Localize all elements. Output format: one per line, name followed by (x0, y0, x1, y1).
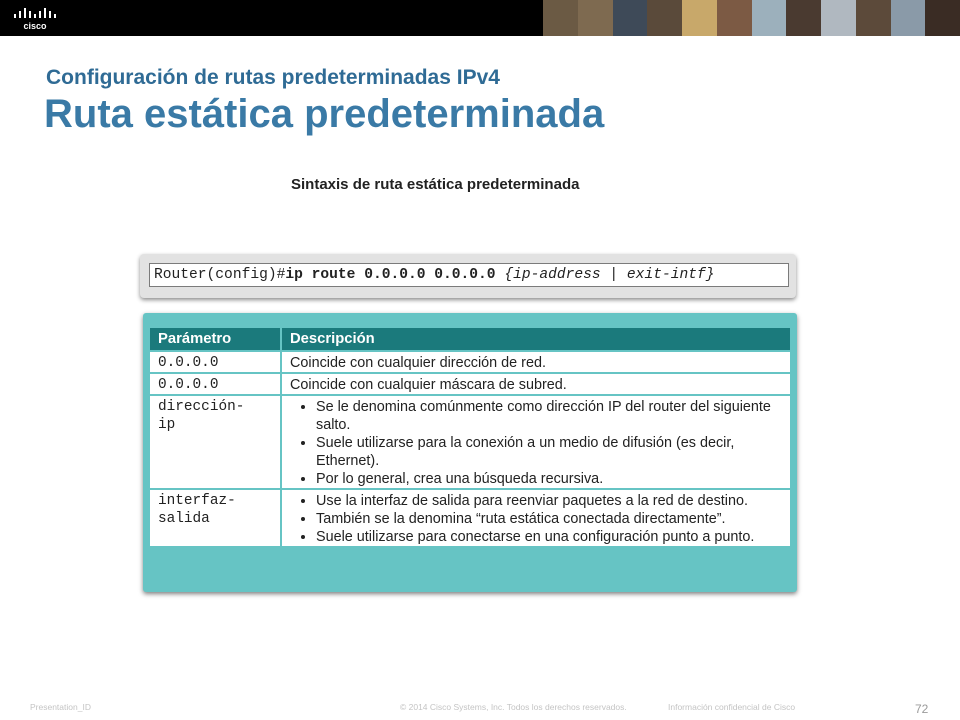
parameter-line: salida (158, 511, 210, 527)
table-row (149, 395, 791, 489)
bullet-item: • Suele utilizarse para la conexión a un medio de difusión (es decir, Ethernet). (316, 434, 782, 470)
header-photo (578, 0, 613, 36)
parameter-table-frame (143, 313, 797, 592)
header-photo-strip (543, 0, 960, 36)
description-bullets (290, 492, 782, 546)
bullet-item: • Suele utilizarse para conectarse en una configuración punto a punto. (316, 528, 782, 546)
description-bullets (290, 398, 782, 488)
header-photo (647, 0, 682, 36)
header-bar (0, 0, 960, 36)
description-cell: Coincide con cualquier máscara de subred. (281, 373, 791, 395)
bullet-item: • También se la denomina “ruta estática conectada directamente”. (316, 510, 782, 528)
bullet-item: • Se le denomina comúnmente como dirección IP del router del siguiente salto. (316, 398, 782, 434)
column-header-description: Descripción (281, 327, 791, 351)
table-row (149, 489, 791, 547)
description-cell (281, 489, 791, 547)
table-row (149, 351, 791, 373)
header-photo (786, 0, 821, 36)
slide-title: Ruta estática predeterminada (44, 92, 605, 136)
header-photo (821, 0, 856, 36)
page-number: 72 (915, 702, 929, 716)
command-syntax (149, 263, 789, 287)
command-keyword: ip route 0.0.0.0 0.0.0.0 (285, 267, 496, 283)
parameter-cell (149, 395, 281, 489)
column-header-parameter: Parámetro (149, 327, 281, 351)
footer-copyright: © 2014 Cisco Systems, Inc. Todos los derechos reservados. (400, 702, 627, 712)
section-heading: Sintaxis de ruta estática predeterminada (291, 176, 580, 193)
cisco-logo-text: cisco (23, 21, 47, 31)
parameter-cell: 0.0.0.0 (149, 373, 281, 395)
header-photo (613, 0, 648, 36)
header-photo (717, 0, 752, 36)
command-prompt: Router(config)# (154, 267, 286, 283)
header-photo (856, 0, 891, 36)
bullet-item: • Por lo general, crea una búsqueda recursiva. (316, 470, 782, 488)
footer-presentation-id: Presentation_ID (30, 702, 91, 712)
description-cell: Coincide con cualquier dirección de red. (281, 351, 791, 373)
header-photo (682, 0, 717, 36)
table-row (149, 373, 791, 395)
header-photo (543, 0, 578, 36)
table-header-row (149, 327, 791, 351)
parameter-cell: 0.0.0.0 (149, 351, 281, 373)
parameter-cell (149, 489, 281, 547)
cisco-logo (12, 6, 58, 32)
footer-confidential: Información confidencial de Cisco (668, 702, 796, 712)
description-cell (281, 395, 791, 489)
parameter-table (148, 326, 792, 548)
parameter-line: interfaz- (158, 493, 236, 509)
command-syntax-box (140, 254, 796, 298)
slide-subtitle: Configuración de rutas predeterminadas IPv4 (46, 66, 500, 89)
parameter-line: dirección- (158, 399, 245, 415)
header-photo (925, 0, 960, 36)
header-photo (891, 0, 926, 36)
parameter-line: ip (158, 417, 176, 433)
bullet-item: • Use la interfaz de salida para reenviar paquetes a la red de destino. (316, 492, 782, 510)
command-arguments: {ip-address | exit-intf} (495, 267, 715, 283)
header-photo (752, 0, 787, 36)
